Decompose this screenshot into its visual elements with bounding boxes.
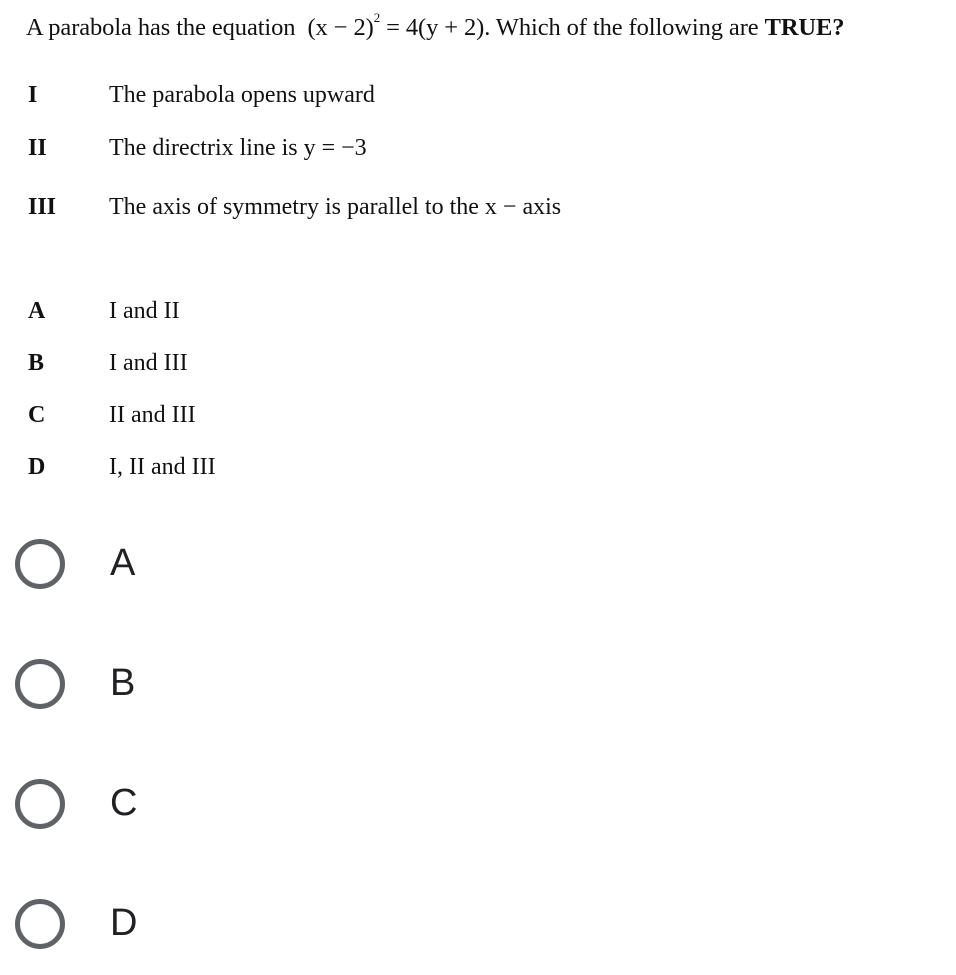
- choice-text: I and II: [109, 298, 180, 324]
- option-label: D: [110, 902, 138, 944]
- choice-text: II and III: [109, 402, 196, 428]
- answer-option-d[interactable]: [0, 875, 956, 975]
- answer-option-a[interactable]: [0, 515, 956, 615]
- choice-letter: C: [28, 402, 46, 428]
- statement-numeral: II: [28, 135, 47, 161]
- choice-text: I and III: [109, 350, 188, 376]
- stem-middle: . Which of the following are: [484, 14, 759, 41]
- radio-button[interactable]: [15, 779, 65, 829]
- radio-button[interactable]: [15, 899, 65, 949]
- answer-option-b[interactable]: [0, 635, 956, 735]
- radio-button[interactable]: [15, 659, 65, 709]
- option-label: B: [110, 662, 136, 704]
- equation-exponent: 2: [373, 10, 381, 25]
- option-label: C: [110, 782, 138, 824]
- choice-letter: D: [28, 454, 46, 480]
- equation-left: (x − 2): [307, 14, 374, 41]
- choice-text: I, II and III: [109, 454, 216, 480]
- radio-button[interactable]: [15, 539, 65, 589]
- statement-numeral: III: [28, 194, 57, 220]
- choice-letter: B: [28, 350, 45, 376]
- statement-text: The directrix line is y = −3: [109, 135, 367, 161]
- stem-bold: TRUE?: [764, 14, 845, 41]
- equation-right: = 4(y + 2): [386, 14, 485, 41]
- statement-text: The parabola opens upward: [109, 82, 375, 108]
- answer-option-c[interactable]: [0, 755, 956, 855]
- question-stem: [26, 10, 845, 42]
- statement-numeral: I: [28, 82, 38, 108]
- stem-prefix: A parabola has the equation: [26, 14, 296, 41]
- choice-letter: A: [28, 298, 46, 324]
- statement-text: The axis of symmetry is parallel to the x − axis: [109, 194, 562, 220]
- equation: [301, 10, 485, 41]
- option-label: A: [110, 542, 136, 584]
